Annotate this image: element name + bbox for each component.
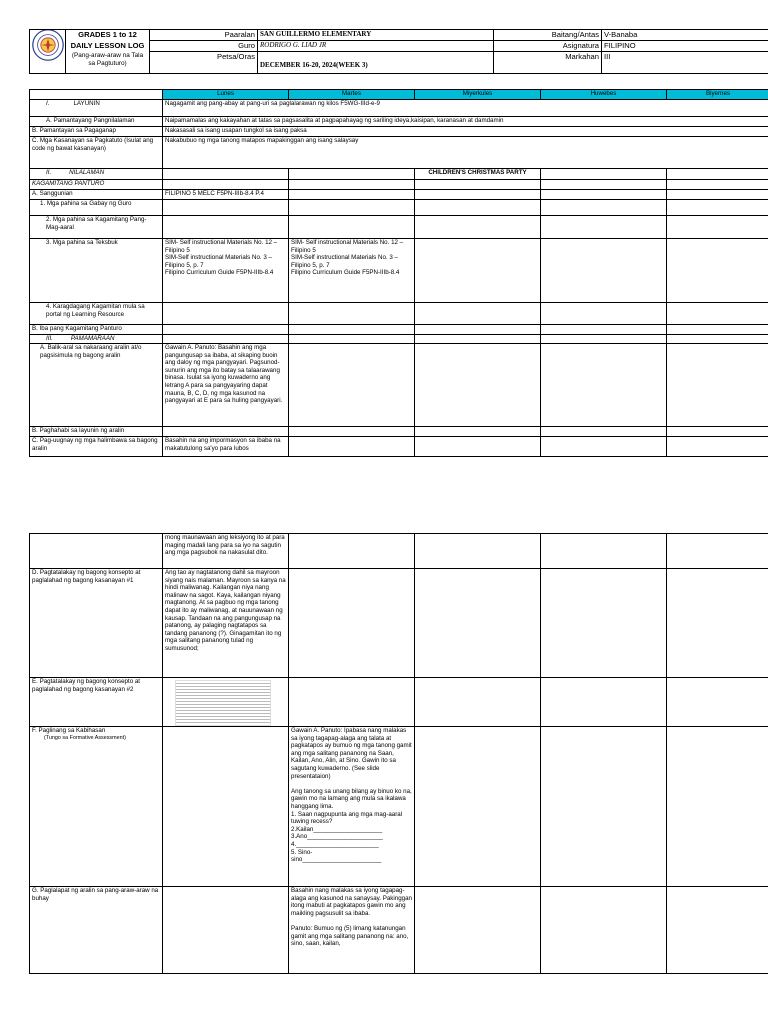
balik-aral-value: Gawain A. Panuto: Basahin ang mga pangungusap sa ibaba, at sikaping buoin ang daloy ng mga pangyayari. Pagsunod-sunurin ang mga ito batay sa talaarawang binasa. Isulat sa iyong kuwaderno ang letrang A para sa pangyayaring dapat mauna, B, C, D, ng mga kasunod na pangyayari at E para sa huling pangyayari. — [163, 344, 289, 427]
row-c — [30, 137, 768, 169]
sanggunian-label: A. Sanggunian — [30, 190, 163, 200]
row-a — [30, 117, 768, 127]
row-continuation — [30, 534, 768, 569]
f-label-text: F. Paglinang sa Kabihasan — [32, 727, 106, 734]
row-karagdagang — [30, 303, 768, 325]
c-value: Nakabubuo ng mga tanong matapos mapakinggan ang isang salaysay — [163, 137, 768, 169]
pamamaraan-num: III. — [46, 335, 53, 342]
markahan-label: Markahan — [494, 52, 602, 74]
b-label: B. Pamantayan sa Pagaganap — [30, 127, 163, 137]
day-huwebes: Huwebes — [541, 90, 667, 100]
party-label: CHILDREN'S CHRISTMAS PARTY — [415, 169, 541, 180]
b-value: Nakasasali sa isang usapan tungkol sa isang paksa — [163, 127, 768, 137]
row-f — [30, 727, 768, 887]
g-label: G. Paglalapat ng aralin sa pang-araw-araw na buhay — [30, 887, 163, 974]
pag-uugnay-label: C. Pag-uugnay ng mga halimbawa sa bagong aralin — [30, 437, 163, 457]
guro-value: RODRIGO G. LIAD JR — [258, 41, 494, 52]
a-value: Naipamamalas ang kakayahan at tatas sa pagsasalita at pagpapahayag ng sariling ideya,kaisipan, karanasan at damdamin — [163, 117, 768, 127]
title-line2: DAILY LESSON LOG — [66, 41, 150, 52]
pag-uugnay-value: Basahin na ang impormasyon sa ibaba na makatutulong sa'yo para lubos — [163, 437, 289, 457]
asignatura-value: FILIPINO — [602, 41, 768, 52]
row-paghahabi — [30, 427, 768, 437]
row-balik-aral — [30, 344, 768, 427]
petsa-value: DECEMBER 16-20, 2024(WEEK 3) — [258, 52, 494, 74]
row-nilalaman — [30, 169, 768, 180]
nilalaman-num: II. — [46, 169, 52, 176]
row-iba-pang — [30, 325, 768, 335]
layunin-num: I. — [46, 100, 50, 107]
teksbuk-martes: SIM- Self instructional Materials No. 12 – Filipino 5 SIM-Self instructional Materials No. 3 – Filipino 5, p. 7 Filipino Curriculum Guide F5PN-IIIb-8.4 — [289, 239, 415, 303]
guro-label: Guro — [150, 41, 258, 52]
lesson-table-page1 — [29, 89, 768, 457]
pamamaraan-label — [30, 335, 163, 344]
row-teksbuk — [30, 239, 768, 303]
d-value: Ang tao ay nagtatanong dahil sa mayroon siyang nais malaman. Mayroon sa kanya na hindi maliwanag. Kailangan niya nang malinaw na sagot. Kaya, kailangan niyang magtanong. At sa pagbuo ng mga tanong dapat ito ay maliwanag, at nauunawaan ng kausap. Tandaan na ang pangungusap na patanong, ay palaging nagtatapos sa tandang pananong (?). Ginagamitan ito ng mga salitang pananong tulad ng sumusunod; — [163, 569, 289, 678]
reference-image-thumbnail — [175, 680, 271, 726]
day-lunes: Lunes — [163, 90, 289, 100]
sanggunian-value: FILIPINO 5 MELC F5PN-IIIb-8.4 P.4 — [163, 190, 289, 200]
row-pamamaraan — [30, 335, 768, 344]
continuation-value: mong maunawaan ang leksiyong ito at para maging madali lang para sa iyo na sagutin ang mga pagsubok na nakasulat dito. — [163, 534, 289, 569]
pamamaraan-text: PAMAMARAAN — [70, 335, 115, 342]
e-label: E. Pagtatalakay ng bagong konsepto at paglalahad ng bagong kasanayan #2 — [30, 678, 163, 727]
asignatura-label: Asignatura — [494, 41, 602, 52]
row-kagamitang-mag — [30, 216, 768, 239]
d-label: D. Pagtatalakay ng bagong konsepto at paglalahad ng bagong kasanayan #1 — [30, 569, 163, 678]
row-pag-uugnay — [30, 437, 768, 457]
row-b — [30, 127, 768, 137]
day-biyernes: Biyernes — [667, 90, 768, 100]
row-gabay — [30, 200, 768, 216]
row-layunin — [30, 100, 768, 117]
row-sanggunian — [30, 190, 768, 200]
row-d — [30, 569, 768, 678]
teksbuk-label: 3. Mga pahina sa Teksbuk — [30, 239, 163, 303]
gabay-label: 1. Mga pahina sa Gabay ng Guro — [30, 200, 163, 216]
paaralan-label: Paaralan — [150, 30, 258, 41]
kagamitang-mag-label: 2. Mga pahina sa Kagamitang Pang-Mag-aaral — [30, 216, 163, 239]
nilalaman-label — [30, 169, 163, 180]
header-table — [29, 29, 768, 74]
row-g — [30, 887, 768, 974]
balik-aral-label: A. Balik-aral sa nakaraang aralin at/o pagsisimula ng bagong aralin — [30, 344, 163, 427]
e-value — [163, 678, 289, 727]
petsa-label: Petsa/Oras — [150, 52, 258, 74]
kagamitan-label: KAGAMITANG PANTURO — [30, 180, 163, 190]
teksbuk-lunes: SIM- Self instructional Materials No. 12 – Filipino 5 SIM-Self instructional Materials No. 3 – Filipino 5, p. 7 Filipino Curriculum Guide F5PN-IIIb-8.4 — [163, 239, 289, 303]
baitang-value: V-Banaba — [602, 30, 768, 41]
karagdagang-label: 4. Karagdagang Kagamitan mula sa portal ng Learning Resource — [30, 303, 163, 325]
lesson-table-page2 — [29, 533, 768, 974]
f-value: Gawain A. Panuto: Ipabasa nang malakas sa iyong tagapag-alaga ang talata at pagkatapos ay bumuo ng mga tanong gamit ang mga salitang pananong na Saan, Kailan, Ano, Alin, at Sino. Gawin ito sa sagutang kuwaderno. (See slide presentataion) Ang tanong sa unang bilang ay binuo ko na, gawin mo na lamang ang mula sa ikalawa hanggang lima. 1. Saan nagpupunta ang mga mag-aaral tuwing recess? 2.Kailan____________________ 3.Ano______________________ 4.________________________ 5. Sino- sino_______________________ — [289, 727, 415, 887]
markahan-value: III — [602, 52, 768, 74]
layunin-text: LAYUNIN — [73, 100, 100, 107]
baitang-label: Baitang/Antas — [494, 30, 602, 41]
day-martes: Martes — [289, 90, 415, 100]
c-label: C. Mga Kasanayan sa Pagkatuto (Isulat ang code ng bawat kasanayan) — [30, 137, 163, 169]
a-label: A. Pamantayang Pangnilalaman — [30, 117, 163, 127]
row-kagamitan — [30, 180, 768, 190]
g-value: Basahin nang malakas sa iyong tagapag-alaga ang kasunod na sanaysay. Pakinggan itong mabuti at pagkatapos gawin mo ang maikling pagsusulit sa ibaba. Panuto: Bumuo ng (5) limang katanungan gamit ang mga salitang pananong na: ano, sino, saan, kailan, — [289, 887, 415, 974]
day-miyerkules: Miyerkules — [415, 90, 541, 100]
f-label — [30, 727, 163, 887]
layunin-label — [30, 100, 163, 117]
title-line3: (Pang-araw-araw na Tala sa Pagtuturo) — [66, 52, 150, 74]
iba-pang-label: B. Iba pang Kagamitang Panturo — [30, 325, 163, 335]
nilalaman-text: NILALAMAN — [69, 169, 105, 176]
layunin-value: Nagagamit ang pang-abay at pang-uri sa paglalarawan ng kilos F5WG-IIId-e-9 — [163, 100, 768, 117]
paaralan-value: SAN GUILLERMO ELEMENTARY — [258, 30, 494, 41]
days-header-row — [30, 90, 768, 100]
title-line1: GRADES 1 to 12 — [66, 30, 150, 41]
row-e — [30, 678, 768, 727]
paghahabi-label: B. Paghahabi sa layunin ng aralin — [30, 427, 163, 437]
f-sub-text: (Tungo sa Formative Assessment) — [44, 734, 126, 741]
